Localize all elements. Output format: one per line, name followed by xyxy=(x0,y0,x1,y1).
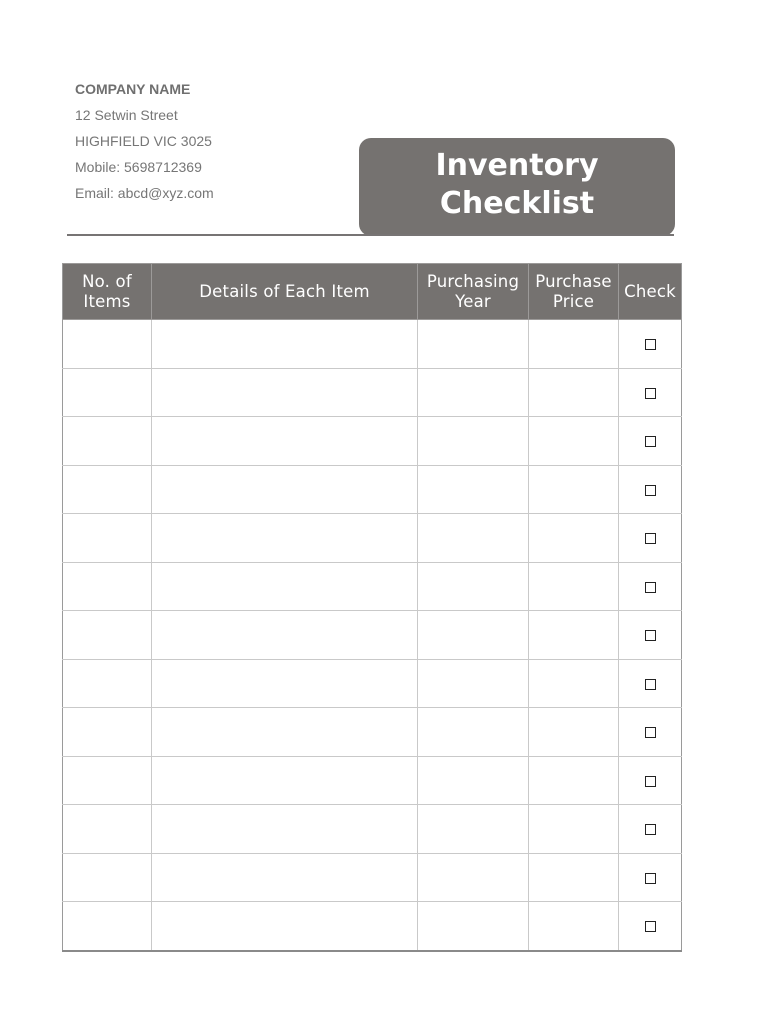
cell-purchasing-year[interactable] xyxy=(418,853,529,902)
cell-purchase-price[interactable] xyxy=(529,320,619,369)
table-body xyxy=(63,320,682,951)
cell-purchase-price[interactable] xyxy=(529,805,619,854)
cell-no-items[interactable] xyxy=(63,465,152,514)
cell-no-items[interactable] xyxy=(63,417,152,466)
cell-check xyxy=(619,417,682,466)
document-title xyxy=(359,138,675,236)
table-row xyxy=(63,417,682,466)
company-city: HIGHFIELD VIC 3025 xyxy=(75,133,212,149)
cell-purchase-price[interactable] xyxy=(529,368,619,417)
checkbox[interactable] xyxy=(645,824,656,835)
col-header-price-line-2: Price xyxy=(552,291,595,311)
company-street: 12 Setwin Street xyxy=(75,107,178,123)
col-header-year-line-1: Purchasing xyxy=(426,271,520,291)
cell-no-items[interactable] xyxy=(63,902,152,951)
cell-no-items[interactable] xyxy=(63,368,152,417)
cell-purchasing-year[interactable] xyxy=(418,902,529,951)
checkbox[interactable] xyxy=(645,727,656,738)
checkbox[interactable] xyxy=(645,533,656,544)
cell-check xyxy=(619,368,682,417)
cell-check xyxy=(619,611,682,660)
company-name: COMPANY NAME xyxy=(75,81,191,97)
cell-purchase-price[interactable] xyxy=(529,853,619,902)
cell-purchasing-year[interactable] xyxy=(418,562,529,611)
cell-no-items[interactable] xyxy=(63,708,152,757)
title-line-2: Checklist xyxy=(439,186,595,221)
col-header-no-items xyxy=(63,264,152,320)
cell-purchasing-year[interactable] xyxy=(418,465,529,514)
table-row xyxy=(63,465,682,514)
cell-details[interactable] xyxy=(152,514,418,563)
cell-purchasing-year[interactable] xyxy=(418,514,529,563)
checkbox[interactable] xyxy=(645,873,656,884)
cell-no-items[interactable] xyxy=(63,659,152,708)
cell-purchase-price[interactable] xyxy=(529,514,619,563)
checkbox[interactable] xyxy=(645,921,656,932)
checkbox[interactable] xyxy=(645,388,656,399)
table-row xyxy=(63,853,682,902)
cell-purchase-price[interactable] xyxy=(529,417,619,466)
checkbox[interactable] xyxy=(645,339,656,350)
cell-no-items[interactable] xyxy=(63,853,152,902)
checkbox[interactable] xyxy=(645,485,656,496)
company-email: Email: abcd@xyz.com xyxy=(75,185,214,201)
cell-details[interactable] xyxy=(152,465,418,514)
cell-details[interactable] xyxy=(152,659,418,708)
cell-details[interactable] xyxy=(152,417,418,466)
title-line-1: Inventory xyxy=(435,148,599,183)
cell-details[interactable] xyxy=(152,902,418,951)
table-row xyxy=(63,562,682,611)
cell-check xyxy=(619,756,682,805)
cell-purchasing-year[interactable] xyxy=(418,417,529,466)
cell-purchasing-year[interactable] xyxy=(418,320,529,369)
table-row xyxy=(63,805,682,854)
cell-purchase-price[interactable] xyxy=(529,611,619,660)
cell-details[interactable] xyxy=(152,708,418,757)
col-header-price-line-1: Purchase xyxy=(535,271,612,291)
cell-no-items[interactable] xyxy=(63,805,152,854)
checkbox[interactable] xyxy=(645,436,656,447)
col-header-no-items-line-1: No. of xyxy=(82,271,132,291)
cell-check xyxy=(619,659,682,708)
col-header-purchasing-year xyxy=(418,264,529,320)
cell-purchase-price[interactable] xyxy=(529,708,619,757)
checkbox[interactable] xyxy=(645,630,656,641)
checkbox[interactable] xyxy=(645,679,656,690)
table-row xyxy=(63,611,682,660)
col-header-purchase-price xyxy=(529,264,619,320)
table-row xyxy=(63,659,682,708)
cell-details[interactable] xyxy=(152,611,418,660)
cell-details[interactable] xyxy=(152,320,418,369)
cell-purchasing-year[interactable] xyxy=(418,756,529,805)
table-row xyxy=(63,708,682,757)
cell-purchase-price[interactable] xyxy=(529,465,619,514)
table-row xyxy=(63,368,682,417)
cell-details[interactable] xyxy=(152,562,418,611)
col-header-no-items-line-2: Items xyxy=(83,291,131,311)
cell-check xyxy=(619,902,682,951)
col-header-details: Details of Each Item xyxy=(152,264,418,320)
cell-purchasing-year[interactable] xyxy=(418,611,529,660)
table-row xyxy=(63,902,682,951)
header-divider xyxy=(67,234,674,236)
cell-details[interactable] xyxy=(152,853,418,902)
checkbox[interactable] xyxy=(645,776,656,787)
cell-purchasing-year[interactable] xyxy=(418,368,529,417)
cell-check xyxy=(619,465,682,514)
cell-check xyxy=(619,708,682,757)
cell-no-items[interactable] xyxy=(63,756,152,805)
cell-check xyxy=(619,514,682,563)
cell-purchase-price[interactable] xyxy=(529,902,619,951)
cell-purchasing-year[interactable] xyxy=(418,659,529,708)
col-header-check: Check xyxy=(619,264,682,320)
company-info xyxy=(75,78,214,208)
company-mobile: Mobile: 5698712369 xyxy=(75,159,202,175)
cell-details[interactable] xyxy=(152,368,418,417)
table-row xyxy=(63,756,682,805)
cell-check xyxy=(619,853,682,902)
cell-purchase-price[interactable] xyxy=(529,756,619,805)
cell-check xyxy=(619,562,682,611)
table-row xyxy=(63,514,682,563)
cell-check xyxy=(619,320,682,369)
cell-no-items[interactable] xyxy=(63,514,152,563)
cell-purchasing-year[interactable] xyxy=(418,708,529,757)
cell-check xyxy=(619,805,682,854)
table-row xyxy=(63,320,682,369)
cell-purchase-price[interactable] xyxy=(529,562,619,611)
col-header-year-line-2: Year xyxy=(455,291,491,311)
cell-details[interactable] xyxy=(152,805,418,854)
cell-no-items[interactable] xyxy=(63,562,152,611)
cell-purchase-price[interactable] xyxy=(529,659,619,708)
cell-purchasing-year[interactable] xyxy=(418,805,529,854)
inventory-table xyxy=(62,263,682,952)
cell-details[interactable] xyxy=(152,756,418,805)
cell-no-items[interactable] xyxy=(63,320,152,369)
cell-no-items[interactable] xyxy=(63,611,152,660)
checkbox[interactable] xyxy=(645,582,656,593)
table-header-row xyxy=(63,264,682,320)
